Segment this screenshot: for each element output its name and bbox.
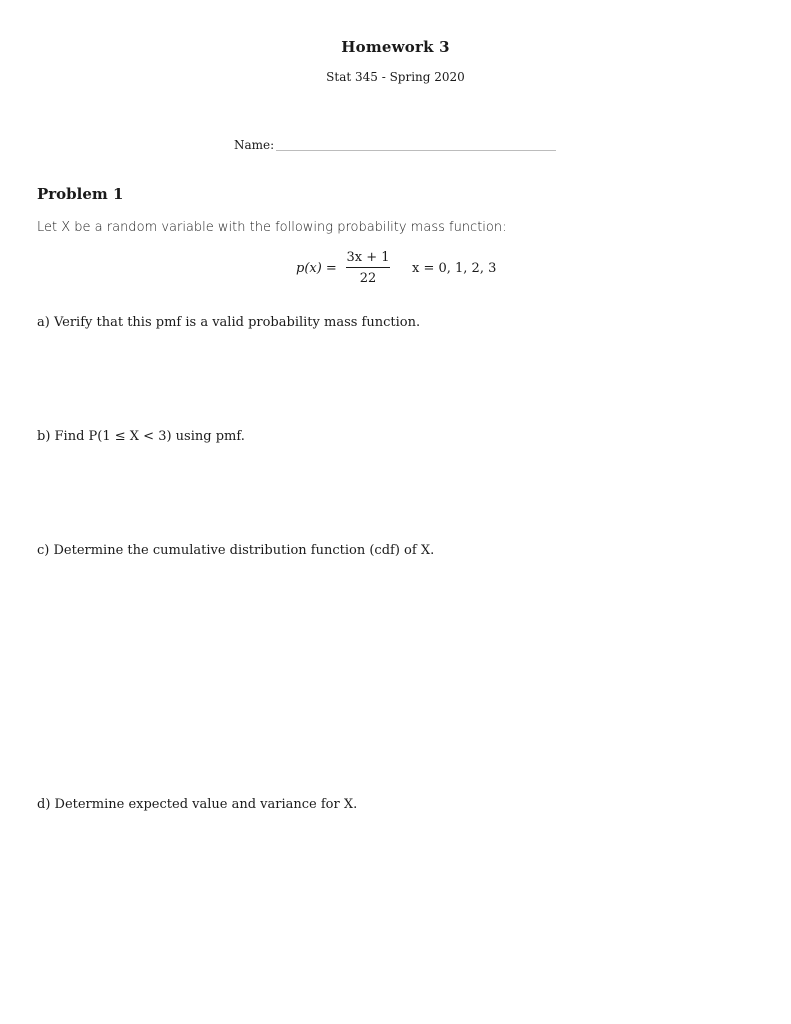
name-field — [234, 138, 564, 156]
document-title: Homework 3 — [341, 38, 450, 56]
part-a: a) Verify that this pmf is a valid probability mass function. — [37, 315, 421, 330]
name-underline — [276, 150, 556, 151]
part-d: d) Determine expected value and variance for X. — [37, 797, 358, 812]
part-c: c) Determine the cumulative distribution function (cdf) of X. — [37, 543, 435, 558]
document-subtitle: Stat 345 - Spring 2020 — [326, 70, 465, 84]
problem-intro: Let X be a random variable with the following probability mass function: — [37, 220, 507, 235]
fraction-bar — [346, 267, 390, 268]
name-label: Name: — [234, 138, 275, 152]
formula-domain: x = 0, 1, 2, 3 — [412, 261, 497, 276]
formula-numerator: 3x + 1 — [346, 250, 390, 265]
formula-denominator: 22 — [359, 271, 377, 286]
part-b: b) Find P(1 ≤ X < 3) using pmf. — [37, 429, 245, 444]
formula-fraction — [346, 249, 390, 287]
problem-heading: Problem 1 — [37, 185, 124, 203]
formula-lhs: p(x) = — [296, 261, 337, 276]
